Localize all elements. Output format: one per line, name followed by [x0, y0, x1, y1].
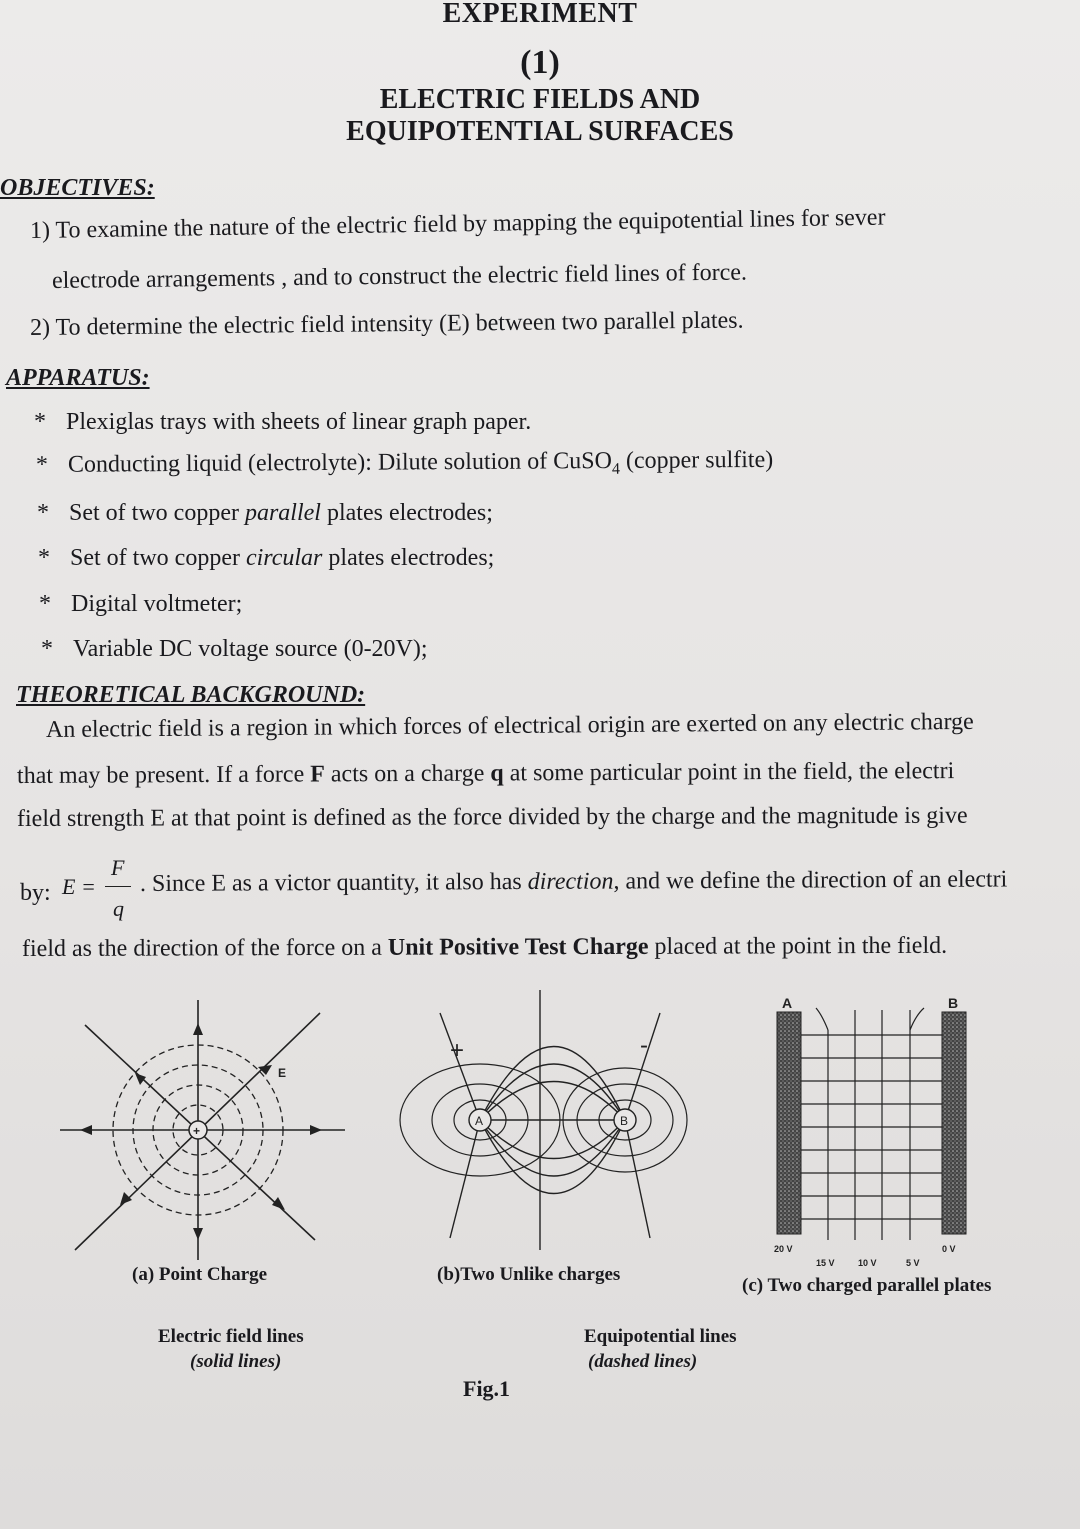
subscript-4: 4: [611, 460, 621, 478]
apparatus-item-6-text: Variable DC voltage source (0-20V);: [73, 636, 428, 662]
objective-1-line-b: electrode arrangements , and to construct the electric field lines of force.: [51, 259, 748, 294]
caption-b: (b)Two Unlike charges: [437, 1264, 621, 1285]
apparatus-item-3-emphasis: parallel: [244, 500, 321, 526]
apparatus-item-5-text: Digital voltmeter;: [71, 591, 243, 617]
apparatus-item-6: [41, 636, 428, 663]
theory-line-4: [140, 866, 1007, 898]
title-line-1: ELECTRIC FIELDS AND: [379, 84, 701, 115]
apparatus-item-3-text-b: plates electrodes;: [320, 500, 493, 526]
bullet-star: *: [35, 451, 49, 478]
theory-line-5-b: placed at the point in the field.: [648, 932, 948, 960]
objective-1-line-a: 1) To examine the nature of the electric field by mapping the equipotential lines for sever: [29, 204, 886, 244]
theory-line-2: [17, 758, 954, 790]
legend-dashed-note: (dashed lines): [588, 1351, 698, 1372]
theory-line-5: [22, 933, 947, 963]
theory-line-5-a: field as the direction of the force on a: [21, 934, 388, 962]
voltage-0v: 0 V: [942, 1244, 956, 1254]
fraction-bar: [105, 886, 131, 887]
theory-line-4-by: by:: [20, 880, 51, 906]
theory-line-2-b: acts on a charge: [324, 760, 491, 788]
legend-dashed-title: Equipotential lines: [584, 1326, 737, 1347]
apparatus-item-2: [36, 447, 773, 483]
caption-a: (a) Point Charge: [132, 1264, 268, 1285]
figure-label: Fig.1: [463, 1376, 511, 1401]
apparatus-item-4-emphasis: circular: [245, 545, 323, 571]
symbol-q: q: [490, 760, 504, 787]
positive-sign: +: [450, 1037, 465, 1064]
plate-B-label: B: [948, 995, 959, 1011]
apparatus-item-2-text-b: (copper sulfite): [619, 446, 774, 474]
symbol-F: F: [310, 761, 325, 788]
apparatus-item-3-text-a: Set of two copper: [69, 500, 245, 526]
apparatus-item-5: [39, 591, 242, 618]
equation-denominator: q: [113, 896, 124, 921]
legend-solid-note: (solid lines): [190, 1351, 282, 1372]
plate-A: [777, 1012, 801, 1234]
experiment-number: (1): [520, 44, 560, 81]
voltage-10v: 10 V: [858, 1258, 877, 1268]
apparatus-item-4: [38, 545, 494, 572]
voltage-15v: 15 V: [816, 1258, 835, 1268]
point-charge-sign: +: [193, 1124, 201, 1138]
parallel-plates-diagram: [760, 990, 980, 1275]
experiment-heading: EXPERIMENT: [442, 0, 638, 29]
point-charge-diagram: [60, 995, 360, 1270]
plate-B: [942, 1012, 966, 1234]
plate-A-label: A: [782, 995, 793, 1011]
charge-B-label: B: [620, 1114, 629, 1128]
bullet-star: *: [34, 409, 46, 435]
theory-line-4-a: . Since E as a victor quantity, it also has: [139, 868, 528, 897]
field-label-E: E: [278, 1066, 287, 1080]
theory-line-2-c: at some particular point in the field, the electri: [503, 758, 955, 787]
charge-A-label: A: [475, 1114, 484, 1128]
apparatus-item-4-text-a: Set of two copper: [70, 545, 246, 571]
voltage-20v: 20 V: [774, 1244, 793, 1254]
unlike-charges-diagram: [380, 988, 690, 1258]
theory-line-1: An electric field is a region in which forces of electrical origin are exerted on any electric charge: [45, 708, 974, 743]
theory-line-4-emphasis: direction: [527, 868, 614, 895]
equation-numerator: F: [111, 855, 125, 880]
objective-2: 2) To determine the electric field intensity (E) between two parallel plates.: [29, 307, 744, 341]
negative-sign: -: [640, 1032, 648, 1059]
title-line-2: EQUIPOTENTIAL SURFACES: [346, 116, 734, 147]
apparatus-heading: APPARATUS:: [6, 365, 150, 391]
bullet-star: *: [38, 545, 50, 571]
legend-solid-title: Electric field lines: [158, 1326, 304, 1347]
apparatus-item-1-text: Plexiglas trays with sheets of linear graph paper.: [66, 409, 532, 435]
theory-line-2-a: that may be present. If a force: [16, 761, 311, 789]
theory-heading: THEORETICAL BACKGROUND:: [16, 682, 366, 708]
apparatus-item-1: [34, 409, 531, 436]
caption-c: (c) Two charged parallel plates: [742, 1275, 992, 1296]
voltage-5v: 5 V: [906, 1258, 920, 1268]
figure-a-point-charge: [60, 995, 360, 1270]
objectives-heading: OBJECTIVES:: [0, 175, 155, 201]
apparatus-item-2-text-a: Conducting liquid (electrolyte): Dilute solution of CuSO: [67, 447, 612, 478]
bullet-star: *: [41, 636, 53, 662]
theory-line-5-strong: Unit Positive Test Charge: [387, 933, 649, 961]
figure-c-parallel-plates: [760, 990, 980, 1275]
theory-line-4-b: , and we define the direction of an electri: [613, 866, 1008, 895]
equation-lhs: E =: [62, 874, 96, 899]
apparatus-item-3: [37, 500, 493, 527]
figure-b-unlike-charges: [380, 988, 690, 1258]
bullet-star: *: [39, 591, 51, 617]
bullet-star: *: [37, 500, 49, 526]
apparatus-item-4-text-b: plates electrodes;: [322, 545, 495, 571]
theory-line-3: field strength E at that point is defined as the force divided by the charge and the magnitude is give: [16, 802, 968, 832]
